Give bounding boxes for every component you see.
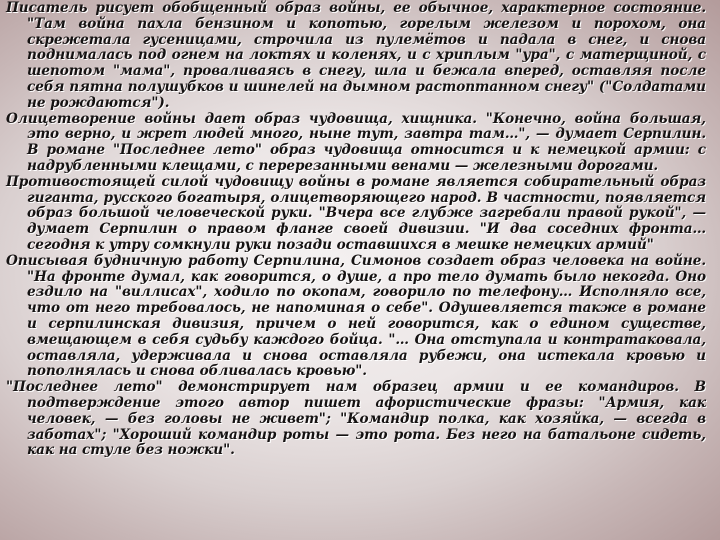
paragraph-giant-image: Противостоящей силой чудовищу войны в романе является собирательный образ гиганта, русского богатыря, олицетворяющего народ. В частности, появляется образ большой человеческой руки. "Вчера все глубже загребали правой рукой", — думает Серпилин о правом фланге своей дивизии. "И два соседних фронта… сегодня к утру сомкнули руки позади оставшихся в мешке немецких армий" xyxy=(6,173,706,253)
paragraph-serpilin-work: Описывая будничную работу Серпилина, Симонов создает образ человека на войне. "На фронте думал, как говорится, о душе, а про тело думать было некогда. Оно ездило на "виллисах", ходило по окопам, говорило по телефону… Исполняло все, что от него требовалось, не напоминая о себе". Одушевляется также в романе и серпилинская дивизия, причем о ней говорится, как о едином существе, вмещающем в себя судьбу каждого бойца. "… Она отступала и контратаковала, оставляла, удерживала и снова оставляла рубежи, она истекала кровью и пополнялась и снова обливалась кровью". xyxy=(6,252,706,380)
paragraph-army-commanders: "Последнее лето" демонстрирует нам образец армии и ее командиров. В подтверждение этого автор пишет афористические фразы: "Армия, как человек, — без головы не живет"; "Командир полка, как хозяйка, — всегда в заботах"; "Хороший командир роты — это рота. Без него на батальоне сидеть, как на стуле без ножки". xyxy=(6,379,706,459)
paragraph-monster-personification: Олицетворение войны дает образ чудовища, хищника. "Конечно, война большая, это верно, и жрет людей много, ныне тут, завтра там…", — думает Серпилин. В романе "Последнее лето" образ чудовища относится и к немецкой армии: с надрубленными клещами, с перерезанными венами — железными дорогами. xyxy=(6,110,706,174)
paragraph-war-image: Писатель рисует обобщенный образ войны, ее обычное, характерное состояние. "Там война пахла бензином и копотью, горелым железом и порохом, она скрежетала гусеницами, строчила из пулемётов и падала в снег, и снова поднималась под огнем на локтях и коленях, и с хриплым "ура", с матерщиной, с шепотом "мама", проваливаясь в снегу, шла и бежала вперед, оставляя после себя пятна полушубков и шинелей на дымном растоптанном снегу" ("Солдатами не рождаются"). xyxy=(6,0,706,111)
